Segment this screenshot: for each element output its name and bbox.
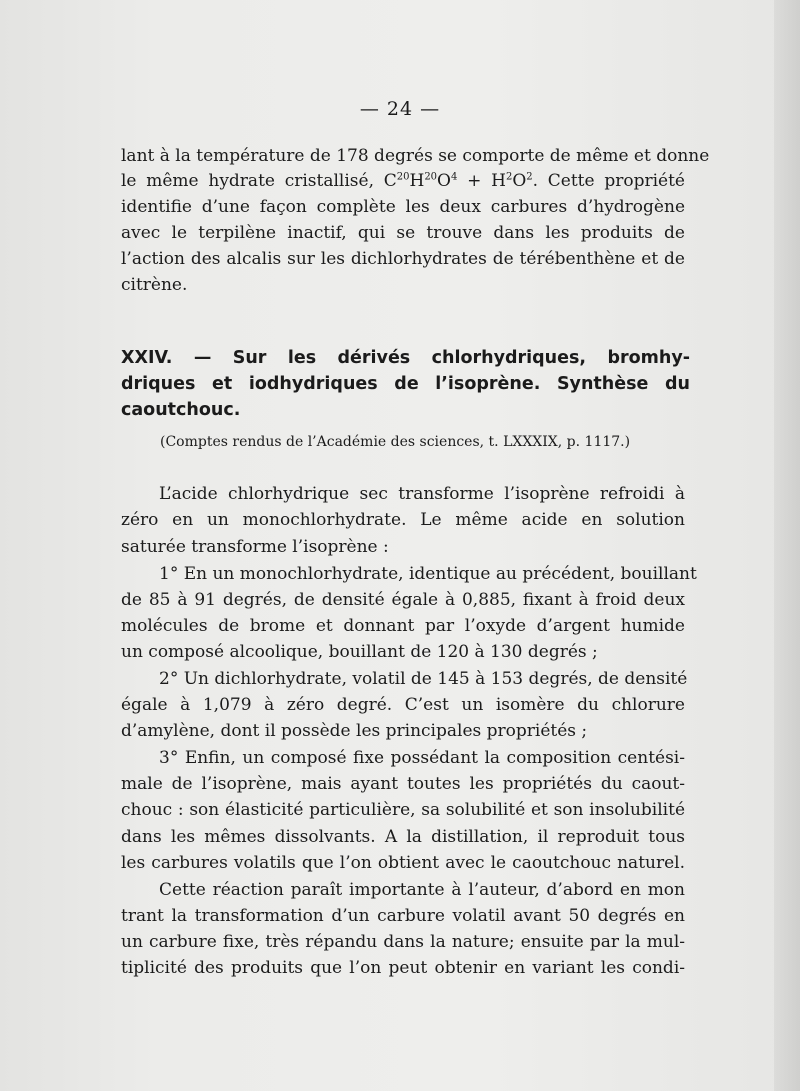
text-line: égale à 1,079 à zéro degré. C’est un isomère du chlorure	[121, 695, 685, 715]
text-line: identifie d’une façon complète les deux carbures d’hydrogène	[121, 197, 685, 217]
text-line: male de l’isoprène, mais ayant toutes les propriétés du caout-	[121, 774, 685, 794]
text-line: saturée transforme l’isoprène :	[121, 537, 389, 557]
text-line: Cette réaction paraît importante à l’auteur, d’abord en mon	[159, 880, 685, 900]
heading-line: driques et iodhydriques de l’isoprène. Synthèse du	[121, 374, 690, 394]
text-line: dans les mêmes dissolvants. A la distillation, il reproduit tous	[121, 827, 685, 847]
text-line: avec le terpilène inactif, qui se trouve dans les produits de	[121, 223, 685, 243]
text-line: l’action des alcalis sur les dichlorhydrates de térébenthène et de	[121, 249, 685, 269]
text-line: d’amylène, dont il possède les principales propriétés ;	[121, 721, 588, 741]
text-line: citrène.	[121, 275, 188, 295]
text-line: L’acide chlorhydrique sec transforme l’isoprène refroidi à	[159, 484, 685, 504]
citation: (Comptes rendus de l’Académie des sciences, t. LXXXIX, p. 1117.)	[160, 434, 631, 450]
text-line: tiplicité des produits que l’on peut obtenir en variant les condi-	[121, 958, 685, 978]
text-line: chouc : son élasticité particulière, sa solubilité et son insolubilité	[121, 800, 685, 820]
text-line: un composé alcoolique, bouillant de 120 à 130 degrés ;	[121, 642, 598, 662]
text-line: de 85 à 91 degrés, de densité égale à 0,885, fixant à froid deux	[121, 590, 685, 610]
heading-line: caoutchouc.	[121, 400, 241, 420]
heading-line: XXIV. — Sur les dérivés chlorhydriques, bromhy-	[121, 348, 690, 368]
text-line-formula: le même hydrate cristallisé, $C^{20}H^{20}O^4 + H^2O^2$. Cette propriété	[121, 171, 685, 191]
page-number: — 24 —	[359, 98, 441, 120]
text-line: un carbure fixe, très répandu dans la nature; ensuite par la mul-	[121, 932, 685, 952]
text-line: lant à la température de 178 degrés se comporte de même et donne	[121, 146, 710, 166]
text-line: 2° Un dichlorhydrate, volatil de 145 à 153 degrés, de densité	[159, 669, 688, 689]
text-line: zéro en un monochlorhydrate. Le même acide en solution	[121, 510, 685, 530]
page-edge-shadow	[774, 0, 800, 1091]
text-line: molécules de brome et donnant par l’oxyde d’argent humide	[121, 616, 685, 636]
text-line: 3° Enfin, un composé fixe possédant la composition centési-	[159, 748, 685, 768]
text-line: les carbures volatils que l’on obtient avec le caoutchouc naturel.	[121, 853, 685, 873]
text-line: trant la transformation d’un carbure volatil avant 50 degrés en	[121, 906, 685, 926]
text-line: 1° En un monochlorhydrate, identique au précédent, bouillant	[159, 564, 697, 584]
